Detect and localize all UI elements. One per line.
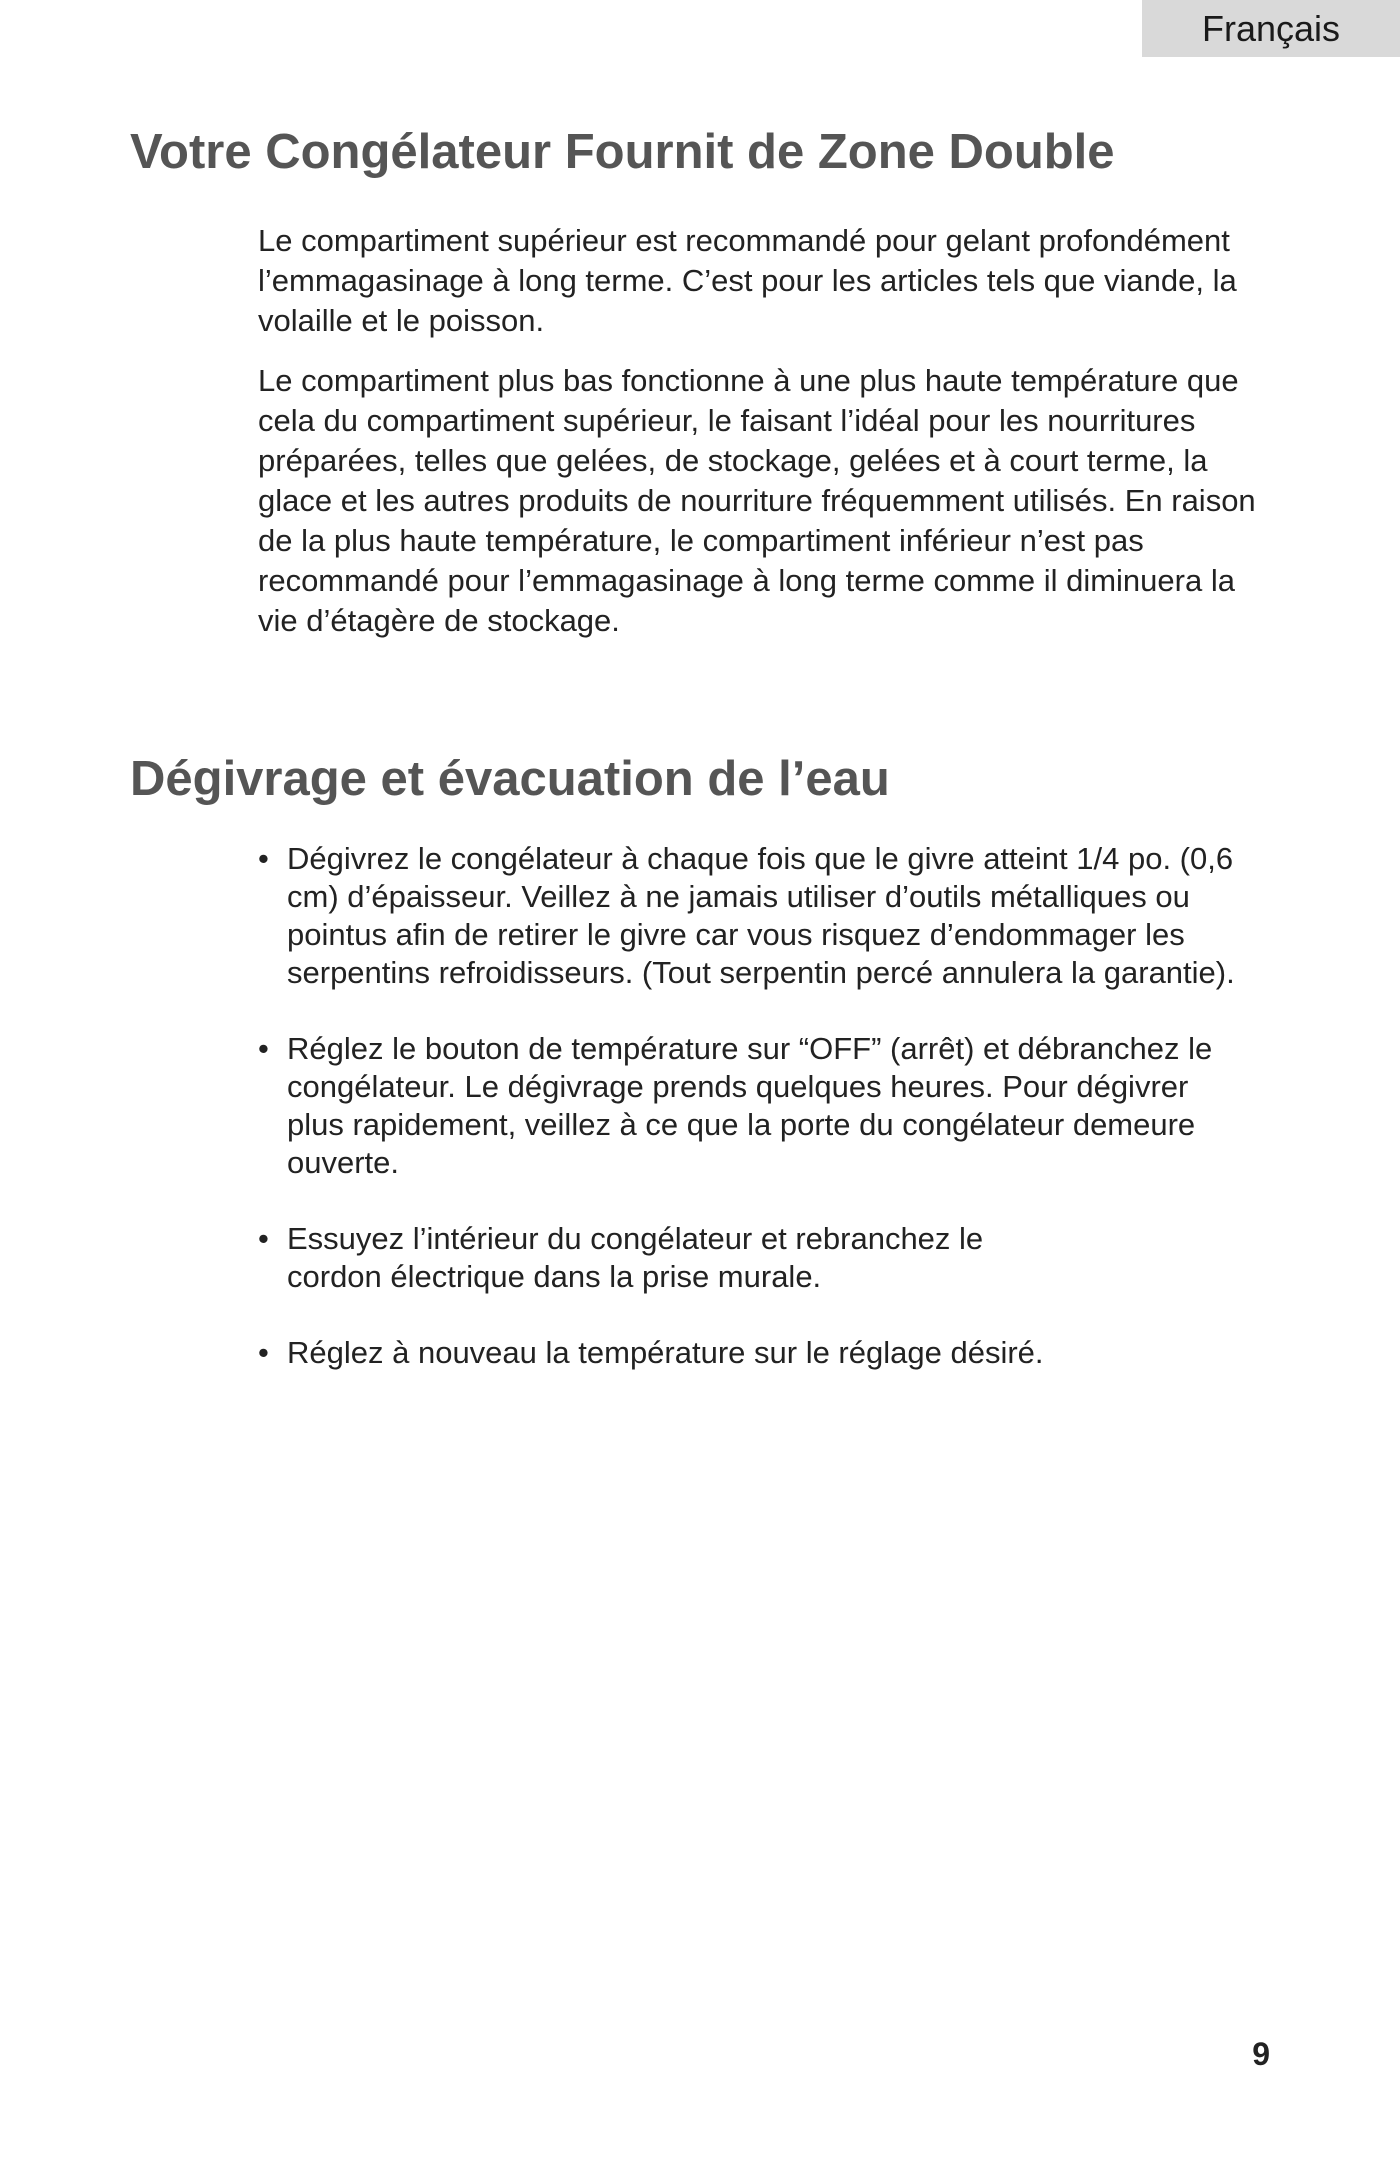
list-item (258, 1220, 1027, 1296)
section-title-dual-zone: Votre Congélateur Fournit de Zone Double (130, 125, 1115, 179)
list-item-text: Réglez le bouton de température sur “OFF” (arrêt) et débranchez le congélateur. Le dégivrage prends quelques heures. Pour dégivrer plus rapidement, veillez à ce que la porte du congélateur demeure ouverte. (287, 1031, 1213, 1180)
bullet-icon: • (258, 841, 269, 876)
bullet-icon: • (258, 1031, 269, 1066)
list-item (258, 1030, 1217, 1182)
paragraph-lower-compartment: Le compartiment plus bas fonctionne à une plus haute température que cela du compartiment supérieur, le faisant l’idéal pour les nourritures préparées, telles que gelées, de stockage, gelées et à court terme, la glace et les autres produits de nourriture fréquemment utilisés. En raison de la plus haute température, le compartiment inférieur n’est pas recommandé pour l’emmagasinage à long terme comme il diminuera la vie d’étagère de stockage. (258, 363, 1256, 638)
language-tab: Français (1142, 0, 1400, 57)
defrost-steps-list (258, 840, 1268, 1410)
paragraph-upper-compartment: Le compartiment supérieur est recommandé pour gelant profondément l’emmagasinage à long terme. C’est pour les articles tels que viande, la volaille et le poisson. (258, 223, 1237, 338)
bullet-icon: • (258, 1221, 269, 1256)
section-title-defrosting: Dégivrage et évacuation de l’eau (130, 752, 890, 806)
list-item-text: Dégivrez le congélateur à chaque fois que le givre atteint 1/4 po. (0,6 cm) d’épaisseur. Veillez à ne jamais utiliser d’outils métalliques ou pointus afin de retirer le givre car vous risquez d’endommager les serpentins refroidisseurs. (Tout serpentin percé annulera la garantie). (287, 841, 1235, 990)
page-number: 9 (1252, 2036, 1270, 2072)
list-item-text: Essuyez l’intérieur du congélateur et rebranchez le cordon électrique dans la prise murale. (287, 1221, 984, 1294)
bullet-icon: • (258, 1335, 269, 1370)
list-item-text: Réglez à nouveau la température sur le réglage désiré. (287, 1335, 1044, 1370)
list-item (258, 840, 1268, 992)
list-item (258, 1334, 1268, 1372)
